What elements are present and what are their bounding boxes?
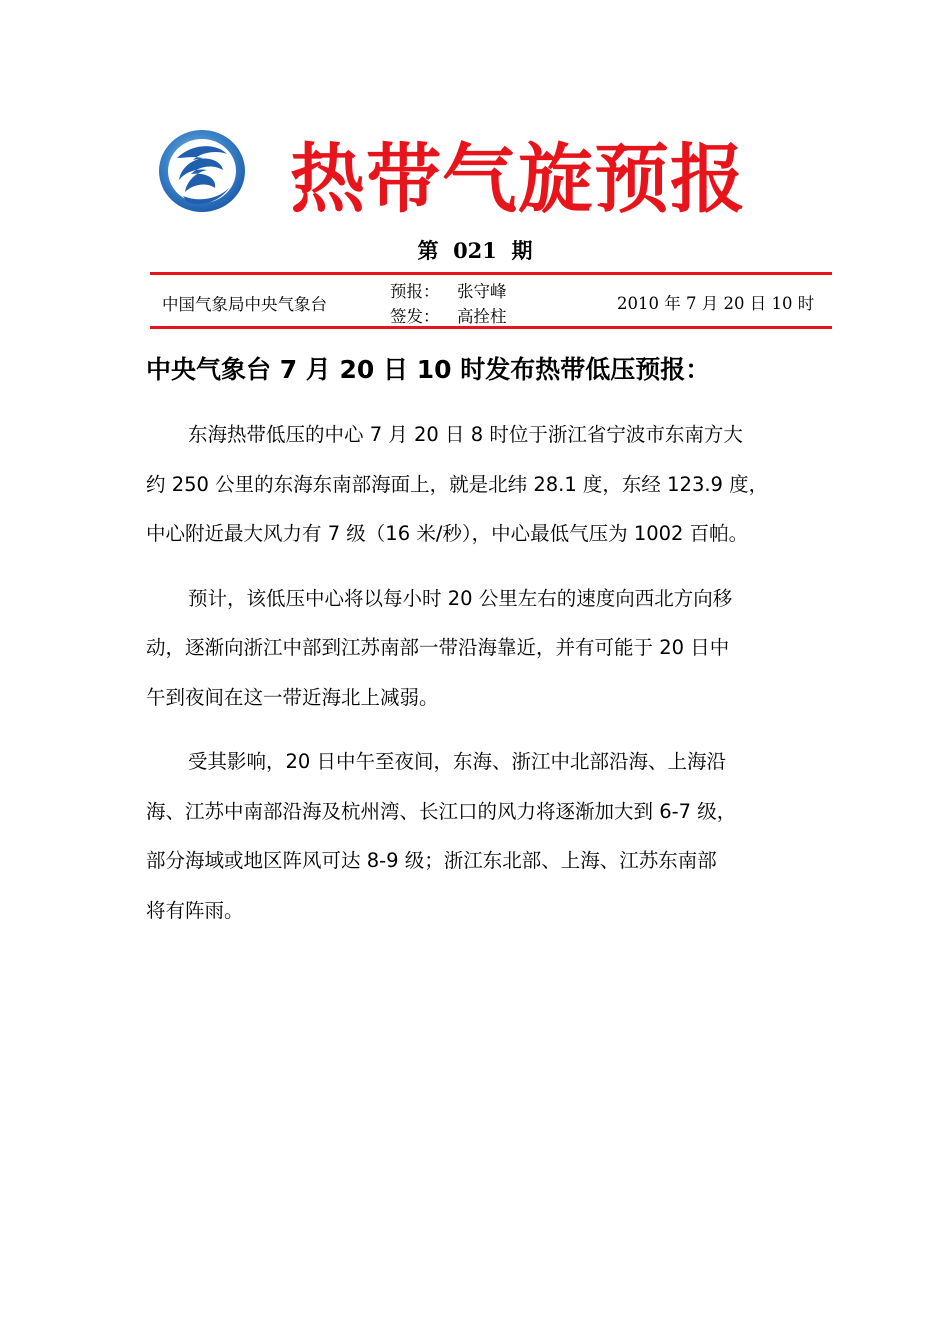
- signer-label: 签发：: [390, 307, 440, 326]
- text-line: 午到夜间在这一带近海北上减弱。: [146, 685, 439, 709]
- text-line: 海、江苏中南部沿海及杭州湾、长江口的风力将逐渐加大到 6-7 级，: [146, 799, 737, 823]
- text-line: 东海热带低压的中心 7 月 20 日 8 时位于浙江省宁波市东南方大: [188, 423, 743, 446]
- forecast-body: [146, 410, 826, 950]
- text-line: 中心附近最大风力有 7 级（16 米/秒），中心最低气压为 1002 百帕。: [146, 522, 749, 545]
- forecast-headline: 中央气象台 7 月 20 日 10 时发布热带低压预报：: [146, 355, 711, 384]
- text-line: 受其影响，20 日中午至夜间，东海、浙江中北部沿海、上海沿: [188, 750, 727, 773]
- cma-logo-icon: [157, 128, 247, 214]
- text-line: 约 250 公里的东海东南部海面上，就是北纬 28.1 度，东经 123.9 度，: [146, 472, 769, 496]
- forecaster-name: 张守峰: [457, 282, 507, 301]
- header-divider-bottom: [150, 326, 832, 329]
- paragraph-impact: [146, 737, 826, 935]
- header-divider-top: [150, 272, 832, 275]
- text-line: 部分海域或地区阵风可达 8-9 级；浙江东北部、上海、江苏东南部: [146, 849, 717, 872]
- paragraph-forecast: [146, 574, 826, 723]
- page-title: 热带气旋预报: [290, 135, 747, 223]
- text-line: 动，逐渐向浙江中部到江苏南部一带沿海靠近，并有可能于 20 日中: [146, 636, 730, 659]
- paragraph-position: [146, 410, 826, 559]
- forecaster-label: 预报：: [390, 282, 440, 301]
- agency-name: 中国气象局中央气象台: [162, 295, 327, 314]
- text-line: 预计，该低压中心将以每小时 20 公里左右的速度向西北方向移: [188, 586, 733, 610]
- issue-number: 第 021 期: [417, 238, 533, 263]
- signer-name: 高拴柱: [457, 307, 507, 326]
- issue-date: 2010 年 7 月 20 日 10 时: [617, 294, 815, 313]
- text-line: 将有阵雨。: [146, 898, 244, 922]
